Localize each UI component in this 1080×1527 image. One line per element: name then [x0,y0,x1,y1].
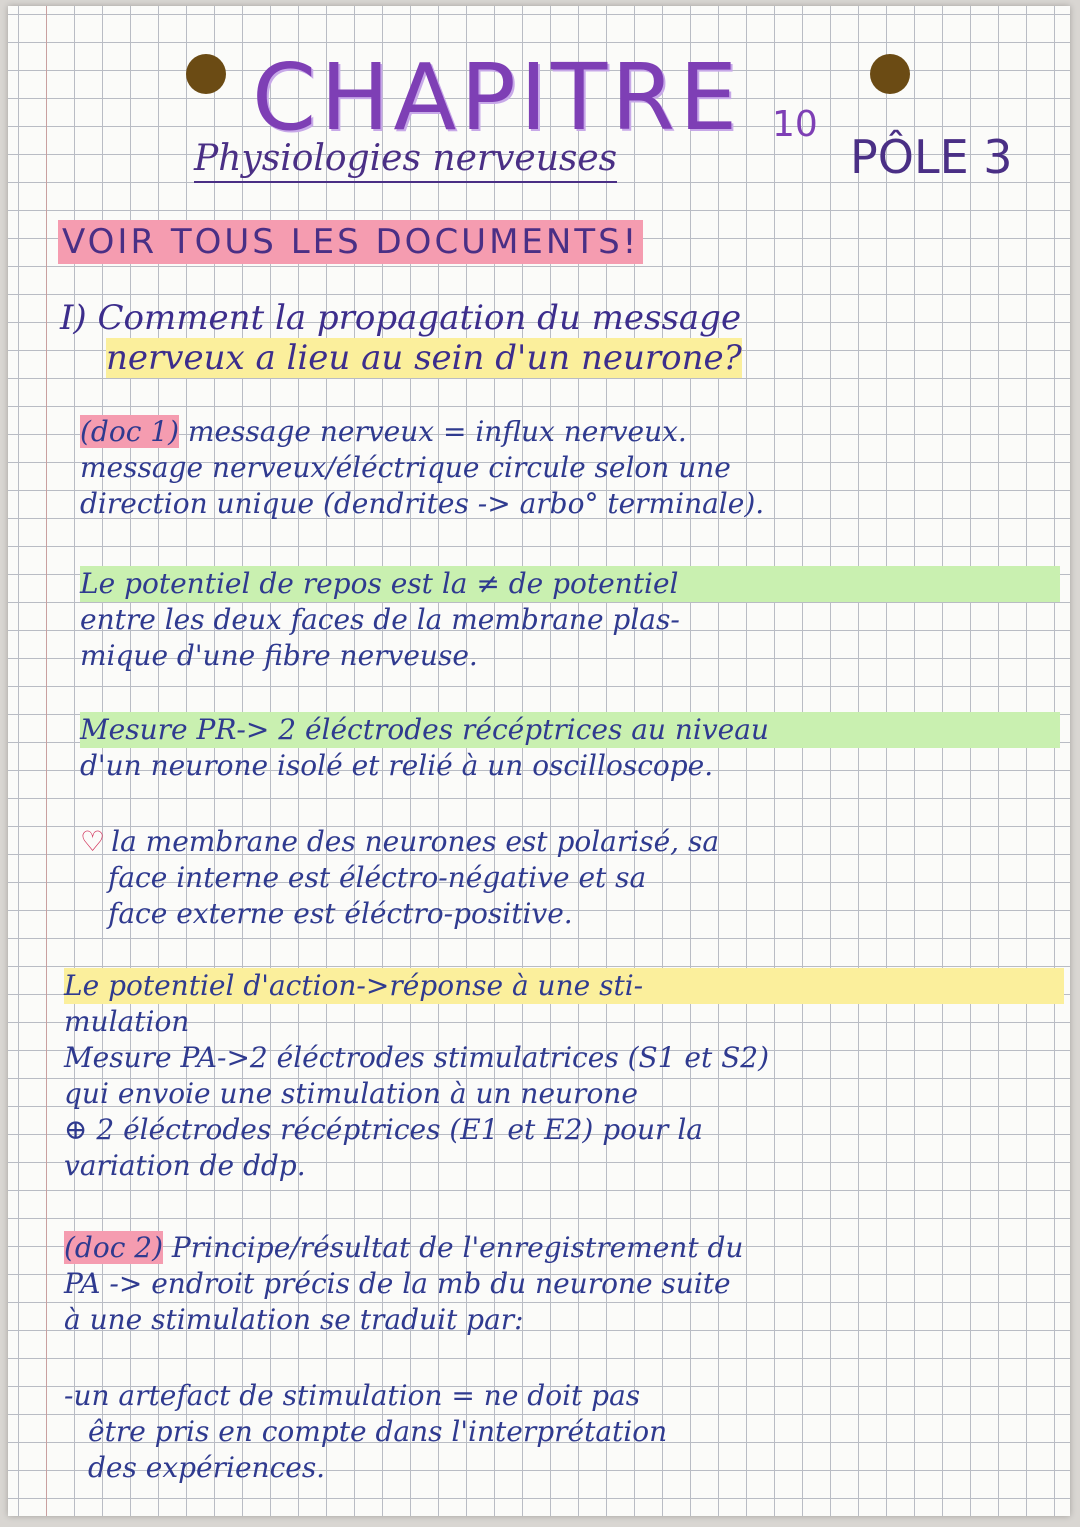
doc2-paragraph [64,1230,1064,1338]
repos-line-3: mique d'une fibre nerveuse. [80,639,478,672]
heart-note-line-3: face externe est éléctro-positive. [108,897,573,930]
repos-line-1: Le potentiel de repos est la ≠ de potentiel [80,566,1060,602]
doc2-line-3: à une stimulation se traduit par: [64,1303,524,1336]
heart-note-line-2: face interne est éléctro-négative et sa [108,861,647,894]
artefact-line-1: -un artefact de stimulation = ne doit pas [64,1379,641,1412]
chapter-number: 10 [772,104,818,145]
repos-paragraph [80,566,1060,674]
margin-line [46,6,47,1516]
doc1-paragraph [80,414,1060,522]
question-line-2: nerveux a lieu au sein d'un neurone? [106,338,742,378]
heart-note-line-1: la membrane des neurones est polarisé, sa [111,825,720,858]
action-line-5: ⊕ 2 éléctrodes récéptrices (E1 et E2) pour la [64,1113,703,1146]
notebook-page [8,6,1070,1516]
heart-icon: ♡ [80,825,106,858]
artefact-paragraph [64,1378,1064,1486]
doc1-line-3: direction unique (dendrites -> arbo° terminale). [80,487,765,520]
doc1-line-1: message nerveux = influx nerveux. [179,415,687,448]
doc1-line-2: message nerveux/éléctrique circule selon une [80,451,731,484]
binder-hole-right [870,54,910,94]
doc2-line-2: PA -> endroit précis de la mb du neurone suite [64,1267,731,1300]
action-line-1: Le potentiel d'action->réponse à une sti- [64,968,1064,1004]
chapter-title: CHAPITRE [252,44,742,151]
binder-hole-left [186,54,226,94]
documents-banner: VOIR TOUS LES DOCUMENTS! [58,220,643,264]
action-line-3: Mesure PA->2 éléctrodes stimulatrices (S1 et S2) [64,1041,770,1074]
chapter-subtitle: Physiologies nerveuses [194,138,617,183]
mesure-pr-line-1: Mesure PR-> 2 éléctrodes récéptrices au niveau [80,712,1060,748]
action-line-2: mulation [64,1005,190,1038]
mesure-pr-paragraph [80,712,1060,784]
artefact-line-2: être pris en compte dans l'interprétation [88,1415,668,1448]
section-1-question [60,298,1060,378]
pole-label: PÔLE 3 [850,130,1013,184]
action-line-4: qui envoie une stimulation à un neurone [64,1077,638,1110]
artefact-line-3: des expériences. [88,1451,326,1484]
repos-line-2: entre les deux faces de la membrane plas- [80,603,680,636]
mesure-pr-line-2: d'un neurone isolé et relié à un oscilloscope. [80,749,714,782]
action-line-6: variation de ddp. [64,1149,306,1182]
doc1-tag: (doc 1) [80,415,180,448]
doc2-tag: (doc 2) [64,1231,164,1264]
question-line-1: I) Comment la propagation du message [60,298,742,338]
heart-note-paragraph [80,824,1060,932]
doc2-line-1: Principe/résultat de l'enregistrement du [163,1231,744,1264]
action-paragraph [64,968,1064,1184]
